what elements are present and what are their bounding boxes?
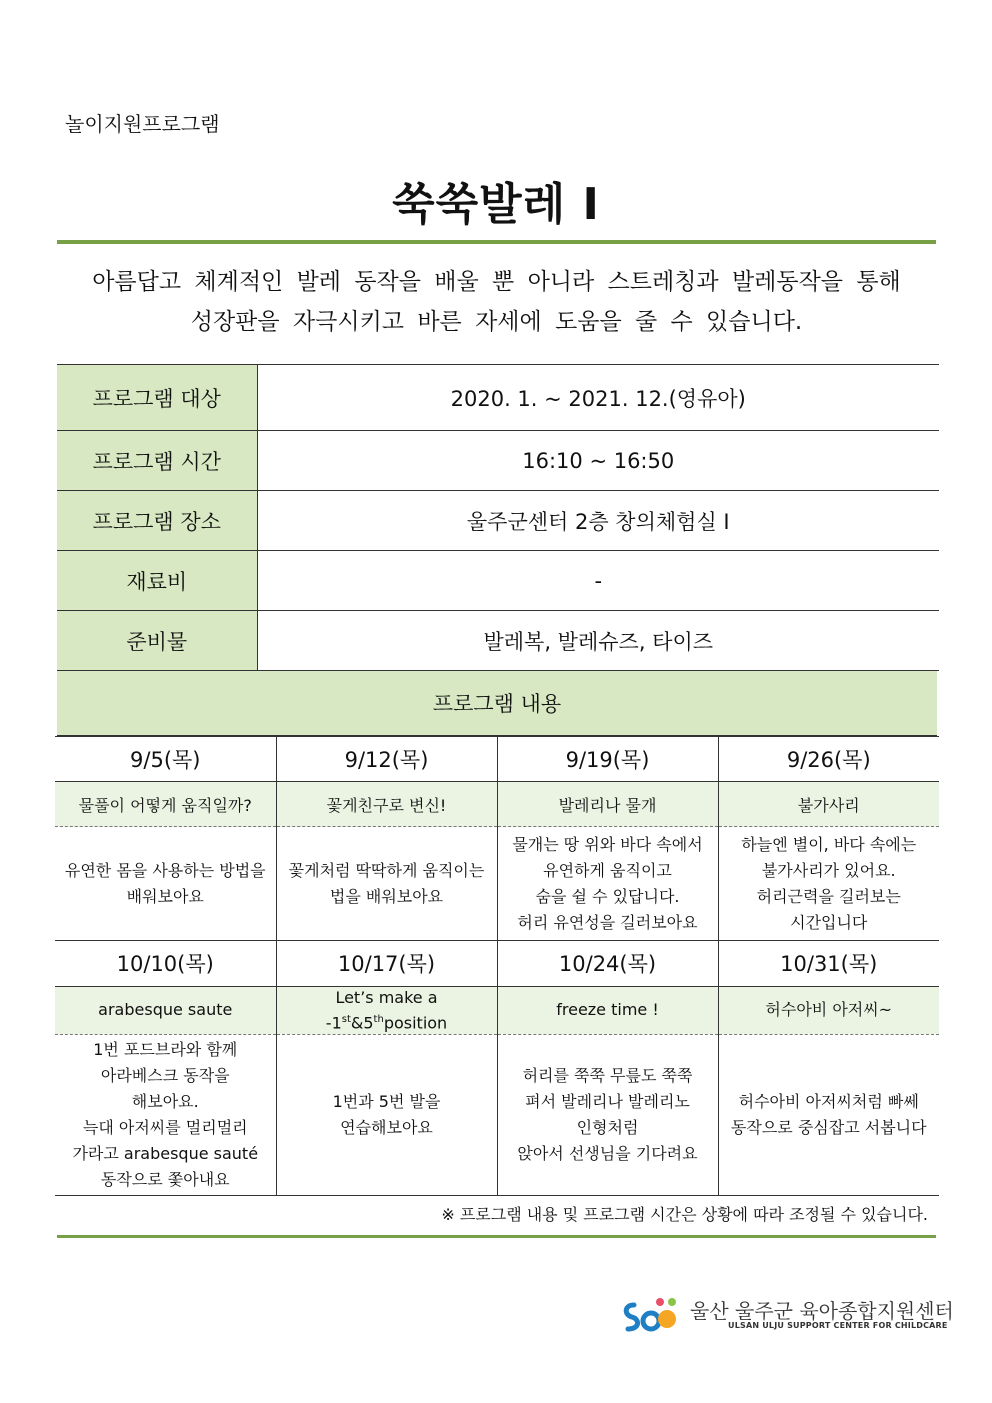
center-logo (620, 1293, 954, 1338)
intro-line-1: 아름답고 체계적인 발레 동작을 배울 뿐 아니라 스트레칭과 발레동작을 통해 (92, 269, 901, 295)
description-line: 가라고 arabesque sauté (72, 1143, 259, 1163)
session-date: 9/19(목) (497, 737, 718, 782)
topic-superscript: th (373, 1013, 384, 1025)
info-value: 16:10 ~ 16:50 (257, 431, 939, 491)
session-date: 9/26(목) (718, 737, 939, 782)
session-description (276, 827, 497, 941)
info-label: 프로그램 시간 (57, 431, 257, 491)
description-line: 물개는 땅 위와 바다 속에서 (512, 834, 703, 854)
description-line: 1번 포드브라와 함께 (93, 1039, 238, 1059)
topic-superscript: st (341, 1013, 351, 1025)
session-topic (276, 986, 497, 1034)
session-topic: 불가사리 (718, 782, 939, 827)
title-divider (57, 240, 936, 244)
date-row (55, 737, 939, 782)
session-topic: 발레리나 물개 (497, 782, 718, 827)
program-title: 쑥쑥발레 Ⅰ (392, 179, 600, 230)
description-line: 인형처럼 (576, 1117, 639, 1137)
description-line: 허수아비 아저씨처럼 빠쎄 (738, 1091, 919, 1111)
description-line: 유연하게 움직이고 (543, 860, 672, 880)
info-label: 준비물 (57, 611, 257, 671)
description-line: 시간입니다 (790, 912, 868, 932)
session-date: 10/17(목) (276, 941, 497, 986)
topic-line-2 (277, 1009, 497, 1034)
description-line: 늑대 아저씨를 멀리멀리 (82, 1117, 248, 1137)
session-description (718, 827, 939, 941)
info-label: 재료비 (57, 551, 257, 611)
session-description (55, 1034, 276, 1195)
footer-divider (57, 1235, 936, 1238)
description-line: 유연한 몸을 사용하는 방법을 (64, 860, 266, 880)
description-row (55, 1034, 939, 1195)
session-description (497, 827, 718, 941)
info-row (57, 551, 939, 611)
session-topic: arabesque saute (55, 986, 276, 1034)
info-value: - (257, 551, 939, 611)
description-line: 동작으로 중심잡고 서봅니다 (730, 1117, 927, 1137)
session-description (718, 1034, 939, 1195)
description-line: 숨을 쉴 수 있답니다. (535, 886, 680, 906)
session-date: 10/24(목) (497, 941, 718, 986)
description-line: 하늘엔 별이, 바다 속에는 (741, 834, 917, 854)
center-logo-icon (620, 1293, 680, 1338)
info-row (57, 431, 939, 491)
program-info-table (57, 364, 939, 671)
info-value: 2020. 1. ~ 2021. 12.(영유아) (257, 365, 939, 431)
session-topic: freeze time ! (497, 986, 718, 1034)
description-line: 연습해보아요 (340, 1117, 433, 1137)
description-line: 아라베스크 동작을 (100, 1065, 230, 1085)
session-topic: 꽃게친구로 변신! (276, 782, 497, 827)
topic-row (55, 782, 939, 827)
description-line: 허리 유연성을 길러보아요 (517, 912, 698, 932)
info-row (57, 491, 939, 551)
session-topic: 물풀이 어떻게 움직일까? (55, 782, 276, 827)
program-category: 놀이지원프로그램 (65, 112, 220, 136)
description-line: 법을 배워보아요 (329, 886, 444, 906)
program-content-header: 프로그램 내용 (57, 671, 937, 736)
session-description (55, 827, 276, 941)
description-line: 해보아요. (131, 1091, 199, 1111)
description-line: 불가사리가 있어요. (761, 860, 896, 880)
info-row (57, 365, 939, 431)
session-date: 10/10(목) (55, 941, 276, 986)
program-intro (57, 262, 936, 342)
info-value: 울주군센터 2층 창의체험실 Ⅰ (257, 491, 939, 551)
description-row (55, 827, 939, 941)
description-line: 배워보아요 (126, 886, 204, 906)
center-name-english: ULSAN ULJU SUPPORT CENTER FOR CHILDCARE (728, 1321, 948, 1330)
info-row (57, 611, 939, 671)
info-label: 프로그램 장소 (57, 491, 257, 551)
info-value: 발레복, 발레슈즈, 타이즈 (257, 611, 939, 671)
description-line: 앉아서 선생님을 기다려요 (517, 1143, 698, 1163)
session-description (276, 1034, 497, 1195)
description-line: 꽃게처럼 딱딱하게 움직이는 (288, 860, 485, 880)
topic-row (55, 986, 939, 1034)
topic-line-1: Let’s make a (335, 987, 438, 1007)
session-date: 9/5(목) (55, 737, 276, 782)
description-line: 1번과 5번 발을 (332, 1091, 441, 1111)
topic-text: position (383, 1012, 448, 1032)
description-line: 허리를 쭉쭉 무릎도 쭉쭉 (522, 1065, 693, 1085)
schedule-footnote: ※ 프로그램 내용 및 프로그램 시간은 상황에 따라 조정될 수 있습니다. (441, 1205, 928, 1224)
intro-line-2: 성장판을 자극시키고 바른 자세에 도움을 줄 수 있습니다. (190, 309, 803, 335)
description-line: 허리근력을 길러보는 (756, 886, 901, 906)
date-row (55, 941, 939, 986)
info-label: 프로그램 대상 (57, 365, 257, 431)
session-topic: 허수아비 아저씨~ (718, 986, 939, 1034)
session-date: 10/31(목) (718, 941, 939, 986)
topic-text: &5 (350, 1012, 374, 1032)
session-description (497, 1034, 718, 1195)
schedule-week-2-table (55, 941, 939, 1196)
topic-text: -1 (325, 1012, 342, 1032)
description-line: 동작으로 쫓아내요 (100, 1169, 230, 1189)
schedule-week-1-table (55, 736, 939, 941)
center-name-korean: 울산 울주군 육아종합지원센터 (690, 1299, 954, 1323)
session-date: 9/12(목) (276, 737, 497, 782)
description-line: 펴서 발레리나 발레리노 (525, 1091, 690, 1111)
